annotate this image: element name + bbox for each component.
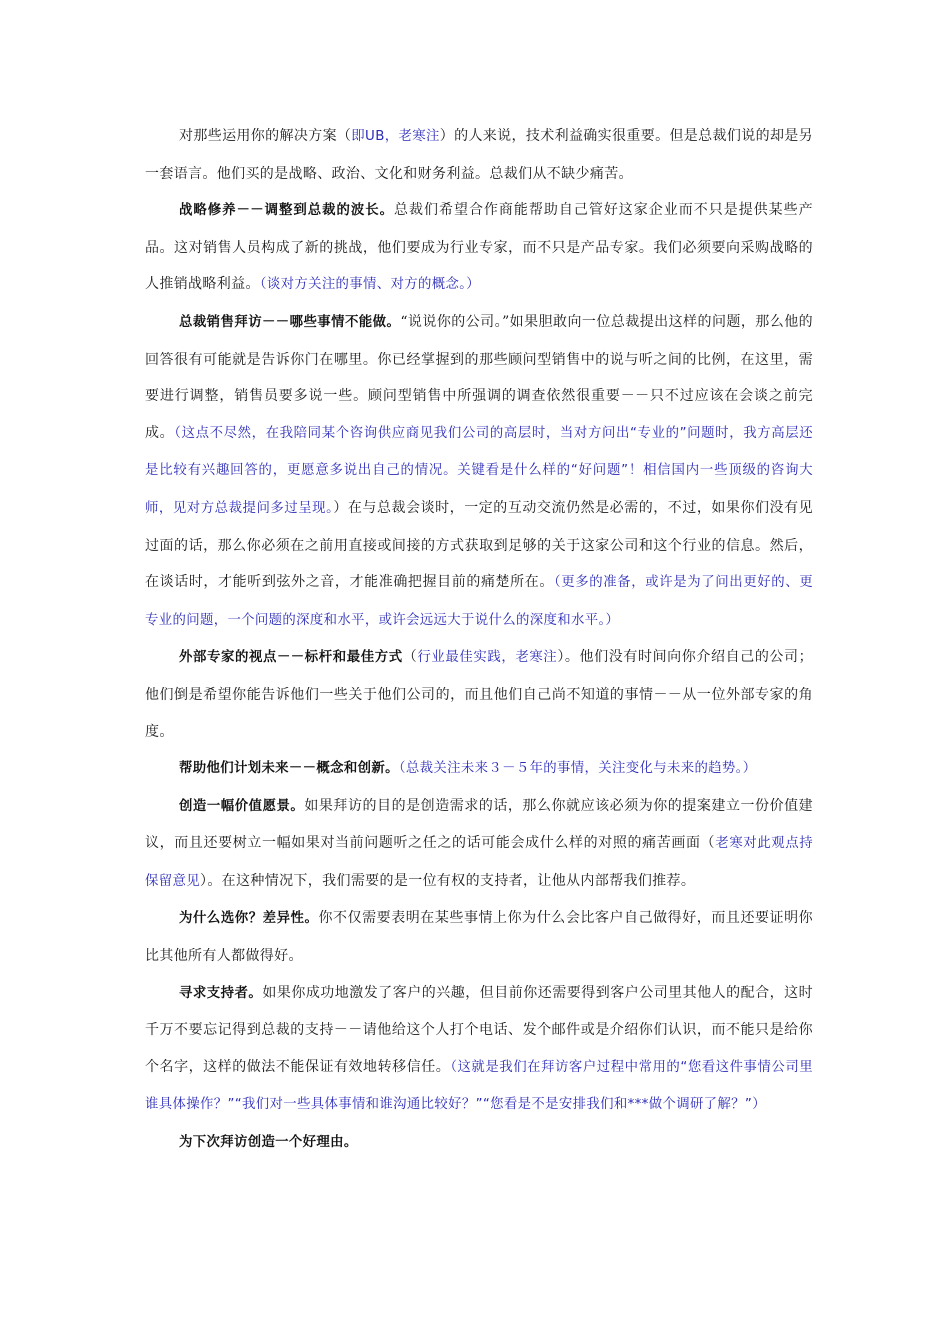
editor-note: （这就是我们在拜访客户过程中常用的“您看这件事情公司里谁具体操作？”“我们对一些具体事情和谁沟通比较好？”“您看是不是安排我们和***做个调研了解？”）	[145, 1059, 813, 1113]
section-heading: 为什么选你？差异性。	[179, 911, 319, 927]
text-run: ）。在这种情况下，我们需要的是一位有权的支持者，让他从内部帮我们推荐。	[199, 872, 696, 889]
editor-note: 即UB，老寒注	[351, 129, 440, 144]
text-run: （	[402, 649, 418, 666]
editor-note: 老寒对此观点持保留意见	[145, 836, 813, 889]
section-heading: 创造一幅价值愿景。	[179, 798, 305, 814]
editor-note: （更多的准备，或许是为了问出更好的、更专业的问题，一个问题的深度和水平，或许会远远大于说什么的深度和水平。）	[145, 575, 813, 628]
paragraph	[145, 750, 813, 788]
editor-note: 行业最佳实践，老寒注	[417, 650, 558, 666]
text-run: ）在与总裁会谈时，一定的互动交流仍然是必需的，不过，如果你们没有见过面的话，那么你必须在之前用直接或间接的方式获取到足够的关于这家公司和这个行业的信息。然后，在谈话时，才能听到弦外之音，才能准确把握目前的痛楚所在。	[145, 499, 813, 591]
text-run: 你不仅需要表明在某些事情上你为什么会比客户自己做得好，而且还要证明你比其他所有人都做得好。	[145, 910, 814, 965]
editor-note: （总裁关注未来３－５年的事情，关注变化与未来的趋势。）	[398, 761, 757, 777]
paragraph	[145, 975, 813, 1124]
document-body	[145, 118, 813, 1162]
paragraph	[145, 639, 813, 750]
text-run: 如果你成功地激发了客户的兴趣，但目前你还需要得到客户公司里其他人的配合，这时千万不要忘记得到总裁的支持－－请他给这个人打个电话、发个邮件或是介绍你们认识，而不能只是给你个名字，这样的做法不能保证有效地转移信任。	[145, 984, 813, 1075]
text-run: 如果拜访的目的是创造需求的话，那么你就应该必须为你的提案建立一份价值建议，而且还要树立一幅如果对当前问题听之任之的话可能会成什么样的对照的痛苦画面（	[145, 797, 813, 852]
editor-note: （这点不尽然，在我陪同某个咨询供应商见我们公司的高层时，当对方问出“专业的”问题时，我方高层还是比较有兴趣回答的，更愿意多说出自己的情况。关键看是什么样的“好问题”！相信国内一些顶级的咨询大师，见对方总裁提问多过呈现。	[145, 425, 813, 516]
section-heading: 寻求支持者。	[179, 985, 263, 1001]
text-run: 总裁们希望合作商能帮助自己管好这家企业而不只是提供某些产品。这对销售人员构成了新的挑战，他们要成为行业专家，而不只是产品专家。我们必须要向采购战略的人推销战略利益。	[145, 202, 813, 293]
section-heading: 战略修养－－调整到总裁的波长。	[179, 203, 395, 219]
paragraph	[145, 900, 813, 974]
text-run: “说说你的公司。”如果胆敢向一位总裁提出这样的问题，那么他的回答很有可能就是告诉你门在哪里。你已经掌握到的那些顾问型销售中的说与听之间的比例，在这里，需要进行调整，销售员要多说一些。顾问型销售中所强调的调查依然很重要－－只不过应该在会谈之前完成。	[145, 313, 813, 441]
paragraph	[145, 788, 813, 901]
section-heading: 帮助他们计划未来－－概念和创新。	[179, 761, 399, 777]
editor-note: （谈对方关注的事情、对方的概念。）	[259, 277, 481, 293]
section-heading: 总裁销售拜访－－哪些事情不能做。	[179, 314, 401, 330]
paragraph	[145, 118, 813, 192]
text-run: ）的人来说，技术利益确实很重要。但是总裁们说的却是另一套语言。他们买的是战略、政治、文化和财务利益。总裁们从不缺少痛苦。	[145, 128, 814, 182]
paragraph	[145, 304, 813, 639]
section-heading: 外部专家的视点－－标杆和最佳方式	[179, 650, 403, 666]
text-run: 对那些运用你的解决方案（	[179, 128, 352, 144]
section-heading: 为下次拜访创造一个好理由。	[179, 1135, 358, 1151]
text-run: ）。他们没有时间向你介绍自己的公司；他们倒是希望你能告诉他们一些关于他们公司的，而且他们自己尚不知道的事情－－从一位外部专家的角度。	[145, 649, 813, 740]
paragraph	[145, 1124, 813, 1162]
paragraph	[145, 192, 813, 304]
